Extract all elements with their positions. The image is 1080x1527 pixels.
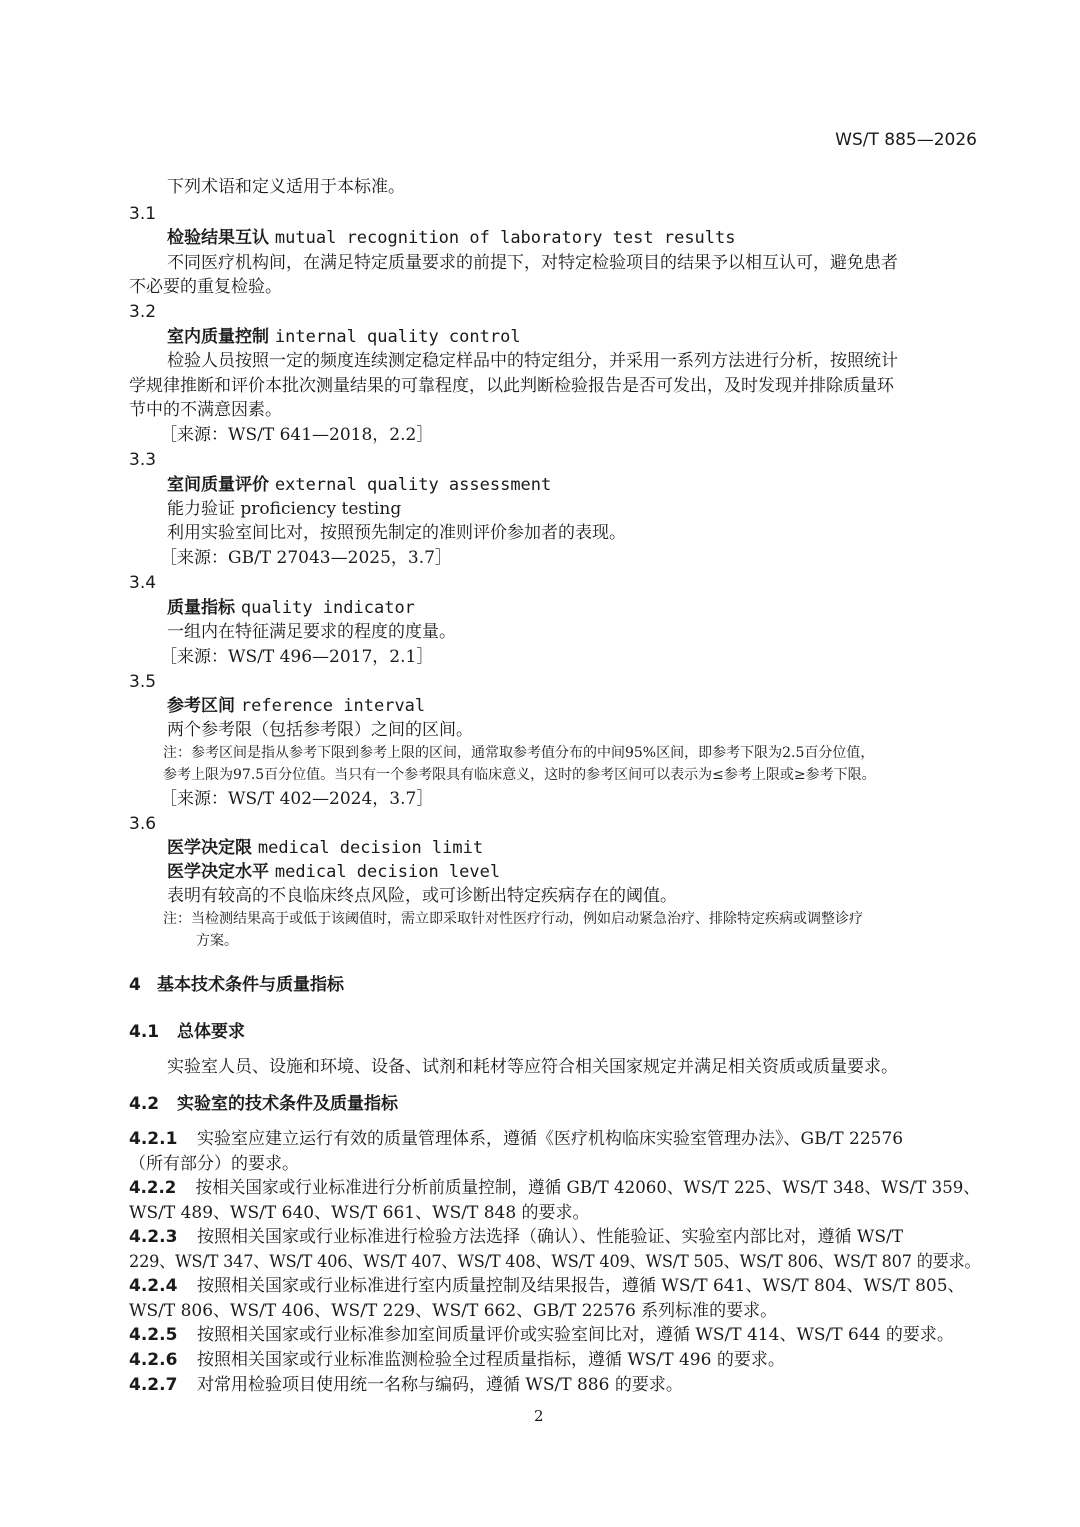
term-heading xyxy=(167,325,521,349)
clause-line xyxy=(129,1274,965,1298)
term-english: medical decision limit xyxy=(257,838,484,858)
term-definition: 不必要的重复检验。 xyxy=(129,277,282,297)
clause-number: 4.2.7 xyxy=(129,1375,178,1395)
clause-text: 按相关国家或行业标准进行分析前质量控制，遵循 GB/T 42060、WS/T 225、WS/T 348、WS/T 359、 xyxy=(195,1178,980,1198)
section-title: 总体要求 xyxy=(177,1022,245,1042)
clause-number: 4.2.3 xyxy=(129,1227,178,1247)
clause-text-continued: 229、WS/T 347、WS/T 406、WS/T 407、WS/T 408、WS/T 409、WS/T 505、WS/T 806、WS/T 807 的要求。 xyxy=(129,1252,981,1272)
term-source: ［来源：WS/T 496—2017，2.1］ xyxy=(160,647,434,667)
term-note: 注：当检测结果高于或低于该阈值时，需立即采取针对性医疗行动，例如启动紧急治疗、排除特定疾病或调整诊疗 xyxy=(163,911,863,927)
clause-text: 按照相关国家或行业标准进行室内质量控制及结果报告，遵循 WS/T 641、WS/T 804、WS/T 805、 xyxy=(197,1276,965,1296)
clause-text-continued: （所有部分）的要求。 xyxy=(129,1154,299,1174)
clause-line xyxy=(129,1373,683,1397)
clause-text: 实验室应建立运行有效的质量管理体系，遵循《医疗机构临床实验室管理办法》、GB/T 22576 xyxy=(197,1129,904,1149)
term-chinese: 医学决定限 xyxy=(167,838,252,858)
term-number: 3.6 xyxy=(129,814,157,834)
term-heading xyxy=(167,473,551,497)
term-chinese: 医学决定水平 xyxy=(167,862,269,882)
section-number: 4.1 xyxy=(129,1022,160,1042)
term-definition: 检验人员按照一定的频度连续测定稳定样品中的特定组分，并采用一系列方法进行分析，按照统计 xyxy=(167,351,898,371)
clause-text: 对常用检验项目使用统一名称与编码，遵循 WS/T 886 的要求。 xyxy=(197,1375,683,1395)
clause-line xyxy=(129,1348,785,1372)
term-definition: 表明有较高的不良临床终点风险，或可诊断出特定疾病存在的阈值。 xyxy=(167,886,677,906)
term-heading xyxy=(167,694,425,718)
term-number: 3.1 xyxy=(129,204,157,224)
intro-text: 下列术语和定义适用于本标准。 xyxy=(167,177,405,197)
term-heading xyxy=(167,226,736,250)
term-definition: 节中的不满意因素。 xyxy=(129,400,282,420)
clause-line xyxy=(129,1176,980,1200)
term-english: medical decision level xyxy=(274,862,501,882)
term-definition: 两个参考限（包括参考限）之间的区间。 xyxy=(167,720,473,740)
chapter-title: 基本技术条件与质量指标 xyxy=(157,975,344,995)
term-note: 注：参考区间是指从参考下限到参考上限的区间，通常取参考值分布的中间95%区间，即参考下限为2.5百分位值， xyxy=(163,745,875,761)
section-number: 4.2 xyxy=(129,1094,160,1114)
term-chinese: 参考区间 xyxy=(167,696,235,716)
clause-text: 按照相关国家或行业标准监测检验全过程质量指标，遵循 WS/T 496 的要求。 xyxy=(197,1350,785,1370)
term-heading-alt xyxy=(167,860,500,884)
term-number: 3.5 xyxy=(129,672,157,692)
section-heading xyxy=(129,1020,245,1044)
term-number: 3.3 xyxy=(129,450,157,470)
clause-number: 4.2.1 xyxy=(129,1129,178,1149)
clause-line xyxy=(129,1323,954,1347)
clause-line xyxy=(129,1225,903,1249)
standard-number: WS/T 885—2026 xyxy=(835,130,977,150)
term-chinese: 检验结果互认 xyxy=(167,228,269,248)
clause-text: 按照相关国家或行业标准进行检验方法选择（确认）、性能验证、实验室内部比对，遵循 WS/T xyxy=(197,1227,904,1247)
term-chinese: 质量指标 xyxy=(167,598,235,618)
term-chinese: 室内质量控制 xyxy=(167,327,269,347)
clause-number: 4.2.2 xyxy=(129,1178,177,1198)
term-definition: 学规律推断和评价本批次测量结果的可靠程度，以此判断检验报告是否可发出，及时发现并排除质量环 xyxy=(129,376,894,396)
clause-line xyxy=(129,1127,903,1151)
section-body: 实验室人员、设施和环境、设备、试剂和耗材等应符合相关国家规定并满足相关资质或质量要求。 xyxy=(167,1057,898,1077)
term-definition: 不同医疗机构间，在满足特定质量要求的前提下，对特定检验项目的结果予以相互认可，避免患者 xyxy=(167,253,898,273)
clause-number: 4.2.5 xyxy=(129,1325,178,1345)
clause-number: 4.2.6 xyxy=(129,1350,178,1370)
clause-text-continued: WS/T 806、WS/T 406、WS/T 229、WS/T 662、GB/T 22576 系列标准的要求。 xyxy=(129,1301,778,1321)
term-chinese: 室间质量评价 xyxy=(167,475,269,495)
chapter-number: 4 xyxy=(129,975,141,995)
clause-text: 按照相关国家或行业标准参加室间质量评价或实验室间比对，遵循 WS/T 414、WS/T 644 的要求。 xyxy=(197,1325,954,1345)
term-number: 3.2 xyxy=(129,302,157,322)
term-english: external quality assessment xyxy=(274,475,552,495)
term-definition: 利用实验室间比对，按照预先制定的准则评价参加者的表现。 xyxy=(167,523,626,543)
page-number: 2 xyxy=(534,1407,544,1425)
term-note: 参考上限为97.5百分位值。当只有一个参考限具有临床意义，这时的参考区间可以表示为≤参考上限或≥参考下限。 xyxy=(163,767,876,783)
term-source: ［来源：WS/T 641—2018，2.2］ xyxy=(160,425,434,445)
term-source: ［来源：WS/T 402—2024，3.7］ xyxy=(160,789,434,809)
term-english: reference interval xyxy=(240,696,426,716)
term-note: 方案。 xyxy=(196,933,238,949)
term-heading xyxy=(167,596,415,620)
term-alternative: 能力验证 proficiency testing xyxy=(167,499,402,519)
term-heading xyxy=(167,836,483,860)
section-heading xyxy=(129,1092,398,1116)
term-number: 3.4 xyxy=(129,573,157,593)
term-source: ［来源：GB/T 27043—2025，3.7］ xyxy=(160,548,452,568)
chapter-heading xyxy=(129,973,344,997)
term-english: internal quality control xyxy=(274,327,521,347)
term-english: mutual recognition of laboratory test results xyxy=(274,228,736,248)
term-english: quality indicator xyxy=(240,598,415,618)
clause-text-continued: WS/T 489、WS/T 640、WS/T 661、WS/T 848 的要求。 xyxy=(129,1203,590,1223)
section-title: 实验室的技术条件及质量指标 xyxy=(177,1094,398,1114)
clause-number: 4.2.4 xyxy=(129,1276,178,1296)
term-definition: 一组内在特征满足要求的程度的度量。 xyxy=(167,622,456,642)
